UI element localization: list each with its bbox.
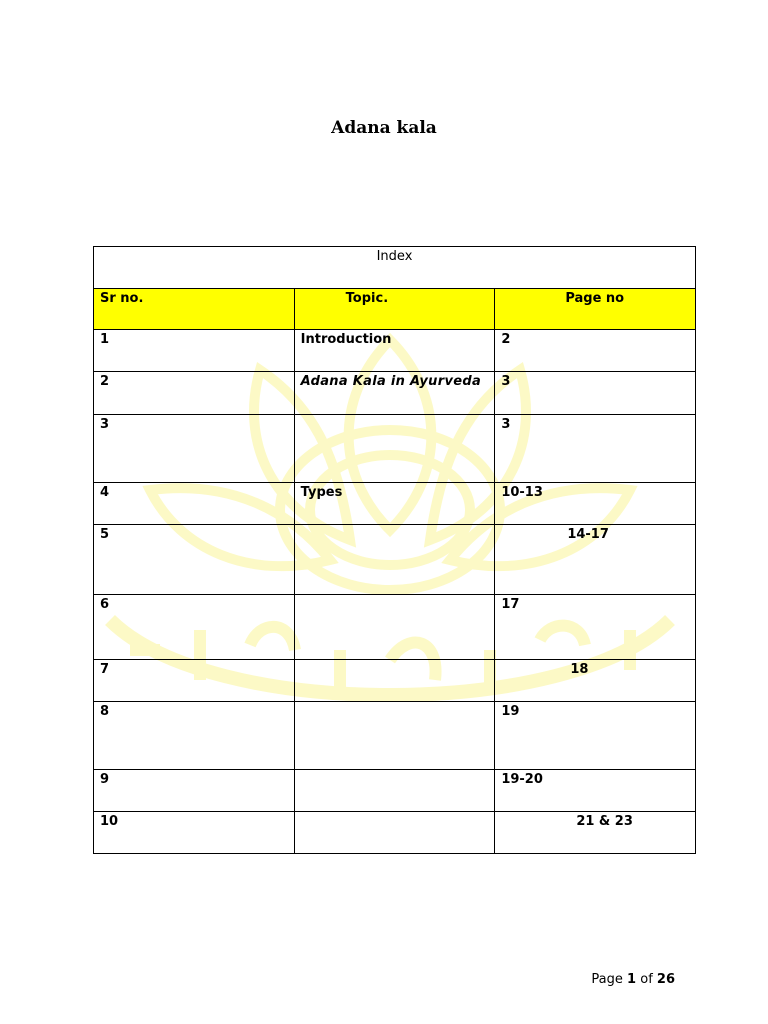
table-row [94, 483, 696, 525]
sr-cell: 10 [94, 812, 295, 854]
sr-cell: 1 [94, 330, 295, 372]
sr-cell: 6 [94, 595, 295, 660]
topic-cell: Adana Kala in Ayurveda [294, 372, 495, 415]
table-row [94, 660, 696, 702]
index-table [93, 246, 696, 854]
header-topic: Topic. [294, 289, 495, 330]
sr-cell: 8 [94, 702, 295, 770]
table-row [94, 330, 696, 372]
total-pages-number: 26 [656, 972, 675, 987]
table-row [94, 525, 696, 595]
topic-cell [294, 660, 495, 702]
header-page-no: Page no [495, 289, 696, 330]
page-cell: 2 [495, 330, 696, 372]
page-cell: 3 [495, 415, 696, 483]
table-row [94, 372, 696, 415]
page-cell: 10-13 [495, 483, 696, 525]
index-caption: Index [94, 247, 696, 289]
page-cell: 21 & 23 [495, 812, 696, 854]
topic-cell: Types [294, 483, 495, 525]
topic-cell [294, 770, 495, 812]
sr-cell: 4 [94, 483, 295, 525]
topic-cell [294, 415, 495, 483]
page-cell: 17 [495, 595, 696, 660]
sr-cell: 9 [94, 770, 295, 812]
table-row [94, 770, 696, 812]
sr-cell: 7 [94, 660, 295, 702]
table-row [94, 702, 696, 770]
index-caption-row [94, 247, 696, 289]
page-number-footer [591, 972, 675, 987]
page-cell: 3 [495, 372, 696, 415]
page-cell: 19-20 [495, 770, 696, 812]
header-sr-no: Sr no. [94, 289, 295, 330]
topic-cell [294, 525, 495, 595]
table-row [94, 595, 696, 660]
page-label: Page [591, 972, 623, 987]
page-title: Adana kala [331, 118, 437, 138]
table-header-row [94, 289, 696, 330]
table-row [94, 415, 696, 483]
topic-cell [294, 702, 495, 770]
table-row [94, 812, 696, 854]
topic-cell [294, 812, 495, 854]
sr-cell: 5 [94, 525, 295, 595]
current-page-number: 1 [627, 972, 637, 987]
topic-cell [294, 595, 495, 660]
page-cell: 19 [495, 702, 696, 770]
sr-cell: 2 [94, 372, 295, 415]
page-cell: 18 [495, 660, 696, 702]
topic-cell: Introduction [294, 330, 495, 372]
of-label: of [640, 972, 653, 987]
sr-cell: 3 [94, 415, 295, 483]
page-cell: 14-17 [495, 525, 696, 595]
